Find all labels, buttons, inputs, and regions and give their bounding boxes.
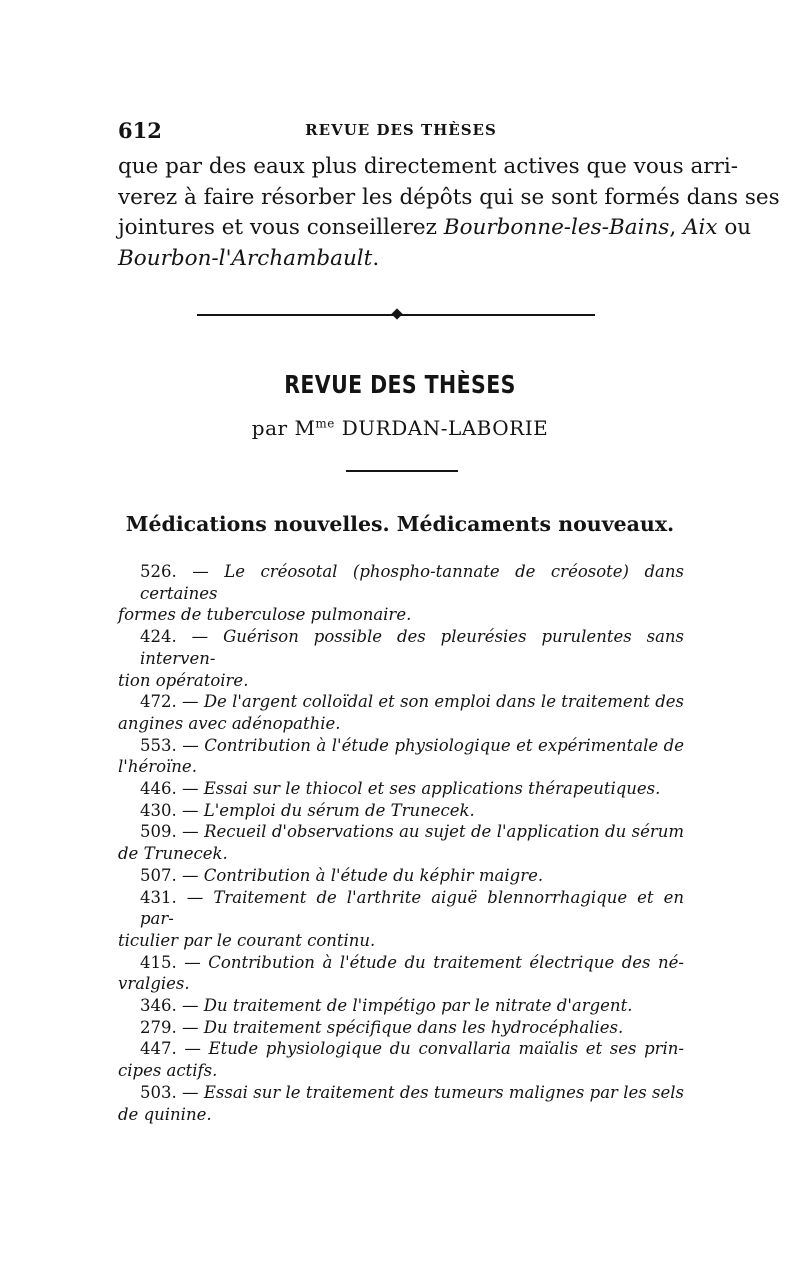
entry-line: 346. — Du traitement de l'impétigo par le nitrate d'argent. [140, 996, 633, 1016]
thesis-number: 472. [140, 692, 177, 712]
entry-line: de quinine. [118, 1104, 212, 1124]
page-number: 612 [118, 118, 162, 143]
thesis-number: 507. [140, 865, 177, 885]
ornamental-divider [197, 309, 595, 321]
list-item [118, 821, 684, 864]
list-item [118, 735, 684, 778]
intro-line: verez à faire résorber les dépôts qui se sont formés dans ses [118, 184, 780, 210]
entry-line: 553. — Contribution à l'étude physiologique et expérimentale de [140, 735, 684, 755]
entry-line: 424. — Guérison possible des pleurésies purulentes sans interven- [140, 627, 684, 668]
thesis-list [118, 561, 684, 1125]
list-item [118, 800, 684, 822]
author-byline: par $M^{me}$ DURDAN-LABORIE [251, 416, 549, 440]
entry-line: tion opératoire. [118, 670, 249, 690]
thesis-number: 526. [140, 562, 177, 581]
entry-line: 446. — Essai sur le thiocol et ses applications thérapeutiques. [140, 779, 661, 799]
intro-line: Bourbon-l'Archambault. [118, 245, 380, 271]
thesis-number: 279. [140, 1017, 177, 1037]
entry-line: 430. — L'emploi du sérum de Trunecek. [140, 800, 475, 820]
entry-line: cipes actifs. [118, 1061, 218, 1081]
divider-rule [346, 470, 458, 472]
intro-line: jointures et vous conseillerez Bourbonne-les-Bains, Aix ou [118, 215, 752, 240]
running-title: REVUE DES THÈSES [305, 121, 497, 139]
entry-line: formes de tuberculose pulmonaire. [118, 605, 412, 625]
list-item [118, 1017, 684, 1039]
thesis-number: 346. [140, 996, 177, 1016]
place-name: Bourbonne-les-Bains [443, 215, 670, 240]
entry-line: 507. — Contribution à l'étude du képhir maigre. [140, 865, 544, 885]
entry-line: 415. — Contribution à l'étude du traitement électrique des né- [140, 952, 684, 972]
entry-line: 509. — Recueil d'observations au sujet de l'application du sérum [140, 822, 684, 842]
entry-line: 503. — Essai sur le traitement des tumeurs malignes par les sels [140, 1082, 684, 1102]
section-title: REVUE DES THÈSES [284, 370, 516, 399]
place-name: Bourbon-l'Archambault [118, 245, 373, 271]
entry-line: 526. — Le créosotal (phospho-tannate de créosote) dans certaines [140, 562, 684, 603]
entry-line: de Trunecek. [118, 844, 228, 864]
list-item [118, 865, 684, 887]
entry-line: ticulier par le courant continu. [118, 930, 376, 950]
list-item [118, 626, 684, 691]
entry-line: angines avec adénopathie. [118, 713, 341, 733]
thesis-number: 503. [140, 1082, 177, 1102]
list-item [118, 1038, 684, 1081]
place-name: Aix [683, 215, 718, 240]
entry-line: 431. — Traitement de l'arthrite aiguë blennorrhagique et en par- [140, 887, 684, 929]
intro-line: que par des eaux plus directement actives que vous arri- [118, 154, 738, 179]
entry-line: vralgies. [118, 974, 190, 994]
thesis-number: 424. [140, 627, 177, 647]
thesis-number: 446. [140, 779, 177, 799]
list-item [118, 952, 684, 995]
intro-paragraph [118, 152, 780, 274]
running-head [118, 118, 684, 142]
entry-line: 447. — Etude physiologique du convallaria maïalis et ses prin- [140, 1039, 684, 1059]
thesis-number: 553. [140, 735, 177, 755]
list-item [118, 995, 684, 1017]
list-item [118, 887, 684, 952]
list-item [118, 561, 684, 626]
diamond-ornament-icon [391, 308, 402, 319]
list-item [118, 778, 684, 800]
entry-line: l'héroïne. [118, 757, 197, 777]
entry-line: 279. — Du traitement spécifique dans les hydrocéphalies. [140, 1017, 624, 1037]
thesis-number: 415. [140, 952, 177, 972]
subheading: Médications nouvelles. Médicaments nouveaux. [125, 512, 675, 536]
thesis-number: 447. [140, 1039, 177, 1059]
thesis-number: 430. [140, 800, 177, 820]
entry-line: 472. — De l'argent colloïdal et son emploi dans le traitement des [140, 692, 685, 712]
list-item [118, 1082, 684, 1125]
thesis-number: 431. [140, 887, 177, 907]
thesis-number: 509. [140, 822, 177, 842]
list-item [118, 691, 684, 734]
